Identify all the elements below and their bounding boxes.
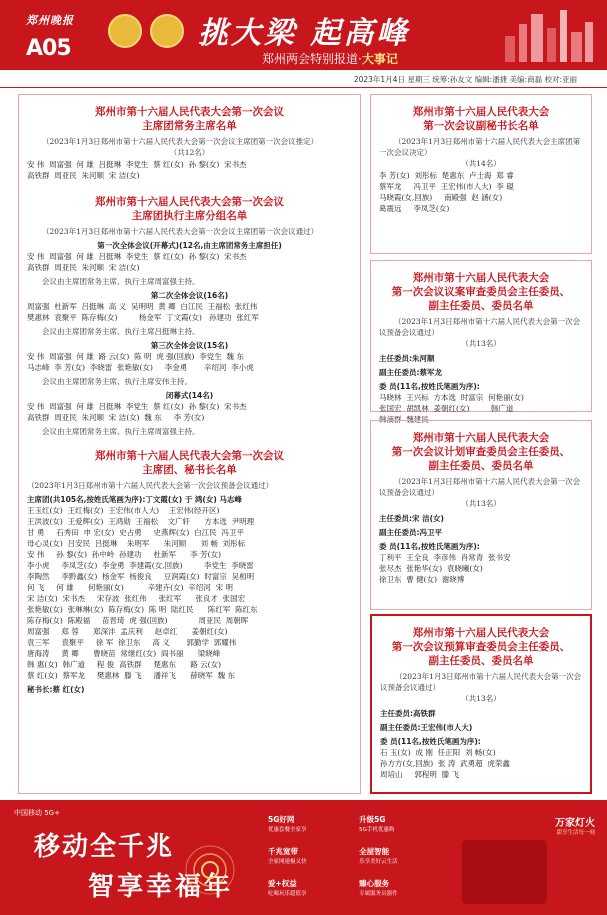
deputy-sec-title: 郑州市第十六届人民代表大会 第一次会议副秘书长名单: [412, 106, 550, 132]
budget-title: 郑州市第十六届人民代表大会 第一次会议预算审查委员会主任委员、 副主任委员、委员名单: [391, 627, 571, 667]
presidium-title: 郑州市第十六届人民代表大会第一次会议 主席团常务主席名单: [95, 106, 284, 132]
name-line: 王玉红(女) 王红梅(女) 王宏伟(市人大) 王宏伟(经开区): [27, 506, 220, 515]
deputy-secretary-box: [370, 94, 592, 254]
page-number: A05: [26, 36, 71, 61]
group-heading: 第三次全体会议(15名): [150, 341, 229, 350]
name-line: 安 伟 周富强 何 雄 吕挺琳 李党生 蔡 红(女) 孙 黎(女) 宋书杰: [27, 160, 247, 169]
cppcc-emblem-icon: [150, 14, 184, 48]
name-line: 张艳敏(女) 张琳琳(女) 陈存梅(女) 陈 明 陆红民 陈红军 陈红东: [27, 605, 258, 614]
page-title: 挑大梁 起高峰: [198, 16, 410, 51]
budget-count: （共13名）: [461, 694, 501, 703]
national-emblem-icon: [108, 14, 142, 48]
plan-note: （2023年1月3日郑州市第十六届人民代表大会第一次会议预备会议通过）: [379, 477, 581, 497]
presidium-note: （2023年1月3日郑州市第十六届人民代表大会第一次会议主席团第一次会议推定）: [42, 137, 319, 146]
bill-count: （共13名）: [461, 339, 501, 348]
name-line: 丁利平 王全良 李彦伟 肖常青 张书安: [379, 553, 511, 562]
secretary-name-list: [27, 505, 352, 681]
ad-feature-grid: [268, 814, 448, 910]
name-line: 李小虎 李凤芝(女) 李金勇 李建霞(女,回族) 李党生 李晓雷: [27, 561, 254, 570]
bill-committee-box: [370, 260, 592, 424]
name-line: 马志峰 李 芳(女) 李晓雷 张艳敏(女) 李金勇 辛绍河 李小虎: [27, 363, 254, 372]
secretary-note: （2023年1月3日郑州市第十六届人民代表大会第一次会议预备会议通过）: [27, 481, 274, 490]
name-line: 韩 惠(女) 韩广道 程 俊 高铁群 楚惠东 路 云(女): [27, 660, 222, 669]
name-line: 葛震远 李凤芝(女): [379, 204, 450, 213]
group-heading: 闭幕式(14名): [165, 391, 214, 400]
name-line: 蔡 红(女) 蔡军龙 樊惠林 滕 飞 潘祥飞 薛晓军 魏 东: [27, 671, 235, 680]
name-line: 石 玉(女) 成 刚 任正阳 刘 畅(女): [380, 748, 496, 757]
plan-count: （共13名）: [461, 499, 501, 508]
ad-feature-item: 爱+权益 吃喝玩乐超值享: [268, 879, 307, 897]
bill-vice: 副主任委员:蔡军龙: [379, 368, 442, 377]
plan-member-heading: 委 员(11名,按姓氏笔画为序):: [379, 542, 480, 551]
name-line: 樊惠林 袁聚平 陈存梅(女) 杨金军 丁文霞(女) 孙建功 张红军: [27, 313, 259, 322]
name-line: 周富强 郑 蓉 郑深沣 孟庆利 赵卓红 姜朝红(女): [27, 627, 228, 636]
name-line: 安 伟 周富强 何 雄 路 云(女) 陈 明 虎 强(回族) 李党生 魏 东: [27, 352, 244, 361]
name-line: 安 伟 周富强 何 雄 吕挺琳 李党生 蔡 红(女) 孙 黎(女) 宋书杰: [27, 402, 247, 411]
plan-title: 郑州市第十六届人民代表大会 第一次会议计划审查委员会主任委员、 副主任委员、委员名单: [391, 432, 571, 472]
name-line: 母心灵(女) 吕安民 吕挺琳 朱明军 朱河顺 刘 畅 刘彤标: [27, 539, 246, 548]
presidium-member-heading: 主席团(共105名,按姓氏笔画为序):丁文霞(女) 于 鸿(女) 马志峰: [27, 495, 242, 504]
name-line: 徐卫东 曹 健(女) 谢晓博: [379, 575, 465, 584]
name-line: 张尽杰 张艳华(女) 袁晓曦(女): [379, 564, 483, 573]
brand-logo: 郑州晚报: [26, 14, 74, 27]
name-line: 张国宏 胡凯林 姜朝红(女) 韩广道: [379, 404, 514, 413]
group-heading: 第一次全体会议(开幕式)(12名,由主席团常务主席担任): [97, 241, 282, 250]
china-mobile-logo: 中国移动 5G+: [14, 809, 60, 817]
name-line: 高铁群 周亚民 朱河顺 宋 洁(女): [27, 171, 140, 180]
skyline-icon: [501, 6, 597, 62]
name-line: 宋 洁(女) 宋书杰 宋存波 张红伟 张红军 张良才 张国宏: [27, 594, 246, 603]
deputy-sec-note: （2023年1月3日郑州市第十六届人民代表大会主席团第一次会议决定）: [379, 137, 581, 157]
budget-chair: 主任委员:高铁群: [380, 709, 436, 718]
exec-title: 郑州市第十六届人民代表大会第一次会议 主席团执行主席分组名单: [95, 196, 284, 222]
name-line: 高铁群 周亚民 朱河顺 宋 洁(女) 魏 东 李 芳(女): [27, 413, 205, 422]
plan-committee-box: [370, 420, 592, 610]
ad-feature-item: 5G好网 优惠套餐全家享: [268, 815, 307, 833]
ad-feature-item: 臻心服务 专属服务员器件: [359, 879, 398, 897]
plan-chair: 主任委员:宋 洁(女): [379, 514, 444, 523]
name-line: 孙方方(女,回族) 张 涛 武勇超 虎荣鑫: [380, 759, 510, 768]
ad-slogan: 万家灯火: [555, 818, 595, 829]
ad-subheadline: 智享幸福年: [88, 872, 234, 902]
exec-note: （2023年1月3日郑州市第十六届人民代表大会第一次会议主席团第一次会议通过）: [42, 227, 319, 236]
name-line: 韩滴群 魏建民: [379, 415, 429, 424]
name-line: 陈存梅(女) 陈殿福 苗晋琦 虎 强(回族) 周亚民 周朝晖: [27, 616, 249, 625]
bill-title: 郑州市第十六届人民代表大会 第一次会议议案审查委员会主任委员、 副主任委员、委员名单: [391, 272, 571, 312]
ad-slogan-sub: 甜享生活每一刻: [556, 830, 595, 836]
name-line: 安 伟 周富强 何 雄 吕挺琳 李党生 蔡 红(女) 孙 黎(女) 宋书杰: [27, 252, 247, 261]
budget-member-heading: 委 员(11名,按姓氏笔画为序):: [380, 737, 481, 746]
secretary-general: 秘书长:蔡 红(女): [27, 685, 85, 694]
group-note: 会议由主席团常务主席、执行主席安伟主持。: [42, 377, 192, 386]
name-line: 马晓林 王兴标 方本选 时富宗 何艳丽(女): [379, 393, 524, 402]
group-note: 会议由主席团常务主席、执行主席周富强主持。: [42, 277, 200, 286]
advertisement-banner[interactable]: [0, 800, 607, 915]
name-line: 李陶然 李黔鑫(女) 杨金军 杨俊良 豆润霞(女) 时富宗 吴相明: [27, 572, 255, 581]
signal-rings-icon: [180, 840, 240, 900]
left-column: [18, 94, 361, 794]
group-heading: 第二次全体会议(16名): [150, 291, 229, 300]
ad-feature-item: 升级5G 5G手机优惠购: [359, 815, 395, 833]
budget-committee-box: [370, 614, 592, 794]
deputy-sec-count: （共14名）: [461, 159, 501, 168]
masthead: [0, 0, 607, 88]
name-line: 唐海涛 黄 卿 曹晓苗 常继红(女) 阎书丽 梁晓峰: [27, 649, 221, 658]
name-line: 安 伟 孙 黎(女) 孙中岭 孙建功 杜新军 李 芳(女): [27, 550, 222, 559]
name-line: 何 飞 何 雄 何艳丽(女) 辛建卉(女) 辛绍河 宋 明: [27, 583, 233, 592]
ad-feature-item: 千兆宽带 全家网速极又快: [268, 847, 307, 865]
plan-vice: 副主任委员:冯卫平: [379, 528, 442, 537]
page-subtitle: 郑州两会特别报道·大事记: [262, 52, 398, 66]
bill-member-heading: 委 员(11名,按姓氏笔画为序):: [379, 382, 480, 391]
presidium-count: （共12名）: [169, 148, 210, 157]
name-line: 蔡军龙 冯卫平 王宏伟(市人大) 李 硯: [379, 182, 514, 191]
name-line: 李 芳(女) 刘彤标 楚惠东 卢士海 郑 睿: [379, 171, 514, 180]
bill-chair: 主任委员:朱河顺: [379, 354, 435, 363]
secretary-title: 郑州市第十六届人民代表大会第一次会议 主席团、秘书长名单: [95, 450, 284, 476]
name-line: 高铁群 周亚民 朱河顺 宋 洁(女): [27, 263, 140, 272]
budget-note: （2023年1月3日郑州市第十六届人民代表大会第一次会议预备会议通过）: [380, 672, 582, 692]
ad-headline: 移动全千兆: [34, 832, 175, 862]
name-line: 周培山 郭程明 滕 飞: [380, 770, 460, 779]
name-line: 王洪波(女) 王爱辉(女) 王鸿勋 王福松 文广轩 方本选 尹明理: [27, 517, 255, 526]
group-note: 会议由主席团常务主席、执行主席周富强主持。: [42, 427, 200, 436]
name-line: 袁三军 袁聚平 徐 军 徐卫东 高 义 郭勤学 郭耀伟: [27, 638, 237, 647]
ad-feature-item: 全屋智能 乐享美好云生活: [359, 847, 398, 865]
name-line: 甘 勇 石秀田 申 宏(女) 史占勇 史燕辉(女) 白江民 冯卫平: [27, 528, 244, 537]
group-note: 会议由主席团常务主席、执行主席吕挺琳主持。: [42, 327, 200, 336]
budget-vice: 副主任委员:王宏伟(市人大): [380, 723, 473, 732]
name-line: 周富强 杜新军 吕挺琳 高 义 吴明明 黄 卿 白江民 王福松 张红伟: [27, 302, 258, 311]
name-line: 马晓霞(女,回族) 南殿强 赵 涵(女): [379, 193, 503, 202]
bill-note: （2023年1月3日郑州市第十六届人民代表大会第一次会议预备会议通过）: [379, 317, 581, 337]
dateline: 2023年1月4日 星期三 统筹:孙友文 编辑:潘捷 美编:商磊 校对:亚丽: [0, 70, 607, 88]
family-photo: [462, 840, 547, 904]
